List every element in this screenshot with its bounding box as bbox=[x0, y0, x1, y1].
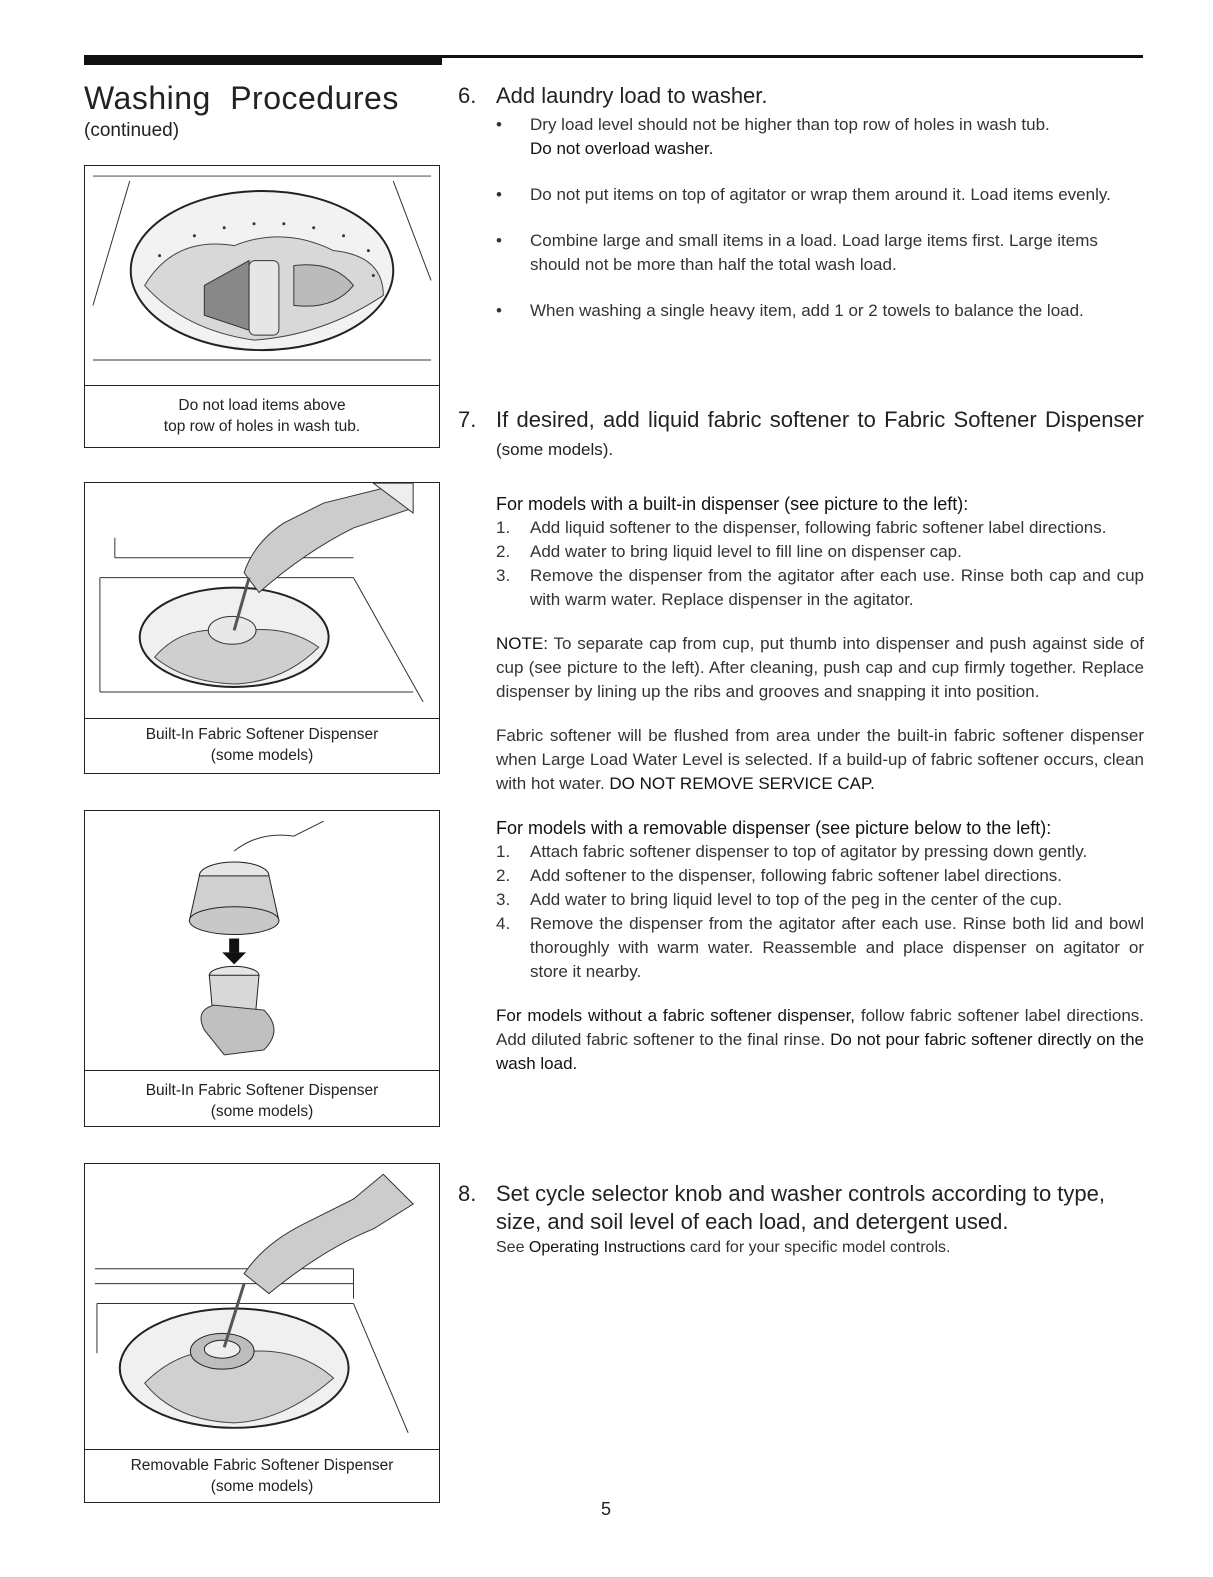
item-text: Add water to bring liquid level to top of the peg in the center of the cup. bbox=[530, 890, 1063, 909]
step-7-heading-note: (some models). bbox=[496, 440, 614, 459]
item-number: 1. bbox=[496, 842, 511, 861]
step-number: 8. bbox=[458, 1181, 477, 1206]
without-dispenser-warning: Do not pour fabric softener directly on the wash load. bbox=[496, 1030, 1144, 1073]
item-number: 3. bbox=[496, 566, 511, 585]
note-label: NOTE: bbox=[496, 634, 548, 653]
figure-loaded-tub bbox=[84, 165, 440, 448]
figure-caption-line-1: Removable Fabric Softener Dispenser bbox=[130, 1457, 394, 1474]
bullet-emphasis: Do not overload washer. bbox=[530, 139, 714, 158]
item-number: 2. bbox=[496, 866, 511, 885]
figure-caption-line-2: (some models) bbox=[210, 1103, 314, 1120]
item-text: Remove the dispenser from the agitator after each use. Rinse both lid and bowl thoroughly with warm water. Reassemble and place dispenser on agitator or store it nearby. bbox=[530, 914, 1144, 981]
removable-steps-list bbox=[458, 840, 1144, 984]
bullet-text: Dry load level should not be higher than top row of holes in wash tub. bbox=[530, 115, 1050, 134]
step-8-heading bbox=[458, 1180, 1144, 1236]
step-7-heading bbox=[458, 406, 1144, 464]
washer-tub-illustration bbox=[85, 166, 439, 385]
pouring-softener-illustration bbox=[85, 483, 439, 718]
step-6-heading-text: Add laundry load to washer. bbox=[496, 83, 768, 108]
item-text: Add liquid softener to the dispenser, following fabric softener label directions. bbox=[530, 518, 1107, 537]
list-item bbox=[458, 888, 1144, 912]
bullet-icon: • bbox=[496, 231, 502, 250]
figure-caption-line-1: Do not load items above bbox=[178, 397, 346, 414]
list-item bbox=[458, 864, 1144, 888]
list-item bbox=[458, 564, 1144, 612]
without-dispenser-text: follow fabric softener label directions. Add diluted fabric softener to the final rinse. bbox=[496, 1006, 1144, 1049]
figure-caption-line-2: (some models) bbox=[210, 1478, 314, 1495]
step-8-heading-text: Set cycle selector knob and washer controls according to type, size, and soil level of each load, and detergent used. bbox=[496, 1181, 1105, 1234]
figure-caption-line-2: top row of holes in wash tub. bbox=[163, 418, 361, 435]
dispenser-cap-and-cup-illustration bbox=[85, 811, 439, 1070]
step-8-rest: card for your specific model controls. bbox=[689, 1239, 951, 1256]
note-paragraph bbox=[458, 632, 1144, 704]
item-text: Add water to bring liquid level to fill line on dispenser cap. bbox=[530, 542, 962, 561]
header-rule-thin bbox=[442, 55, 1143, 58]
bullet-icon: • bbox=[496, 185, 502, 204]
list-item bbox=[458, 113, 1144, 161]
page-title: Washing Procedures bbox=[84, 80, 399, 116]
note-text: To separate cap from cup, put thumb into dispenser and push against side of cup (see picture to the left). After cleaning, push cap and cup firmly together. Replace dispenser by lining up the ribs and grooves and snapping it into position. bbox=[496, 634, 1144, 701]
figure-loaded-tub-illustration bbox=[85, 166, 439, 386]
removable-subheading: For models with a removable dispenser (see picture below to the left): bbox=[496, 818, 1052, 838]
step-7-section bbox=[458, 406, 1144, 1076]
builtin-subheading: For models with a built-in dispenser (see picture to the left): bbox=[496, 494, 969, 514]
bullet-icon: • bbox=[496, 301, 502, 320]
without-dispenser-lead: For models without a fabric softener dispenser, bbox=[496, 1006, 856, 1025]
step-6-heading bbox=[458, 82, 1144, 110]
flush-paragraph bbox=[458, 724, 1144, 796]
bullet-text: Do not put items on top of agitator or wrap them around it. Load items evenly. bbox=[530, 185, 1111, 204]
removable-dispenser-illustration bbox=[85, 1164, 439, 1449]
figure-builtin-dispenser-parts-illustration bbox=[85, 811, 439, 1071]
without-dispenser-paragraph bbox=[458, 1004, 1144, 1076]
item-number: 3. bbox=[496, 890, 511, 909]
figure-caption-line-1: Built-In Fabric Softener Dispenser bbox=[145, 1082, 379, 1099]
list-item bbox=[458, 912, 1144, 984]
step-8-reference: Operating Instructions bbox=[528, 1239, 686, 1256]
figure-caption-line-1: Built-In Fabric Softener Dispenser bbox=[145, 726, 379, 743]
step-8-note bbox=[458, 1236, 1144, 1260]
item-text: Remove the dispenser from the agitator after each use. Rinse both cap and cup with warm water. Replace dispenser in the agitator. bbox=[530, 566, 1144, 609]
flush-text: Fabric softener will be flushed from area under the built-in fabric softener dispenser when Large Load Water Level is selected. If a build-up of fabric softener occurs, clean with hot water. bbox=[496, 726, 1144, 793]
list-item bbox=[458, 299, 1144, 323]
figure-builtin-dispenser-pour bbox=[84, 482, 440, 774]
figure-caption-line-2: (some models) bbox=[210, 747, 314, 764]
bullet-text: When washing a single heavy item, add 1 or 2 towels to balance the load. bbox=[530, 301, 1084, 320]
figure-removable-dispenser bbox=[84, 1163, 440, 1503]
list-item bbox=[458, 516, 1144, 540]
item-number: 4. bbox=[496, 914, 511, 933]
figure-removable-dispenser-illustration bbox=[85, 1164, 439, 1450]
item-text: Add softener to the dispenser, following fabric softener label directions. bbox=[530, 866, 1063, 885]
bullet-text: Combine large and small items in a load. Load large items first. Large items should not be more than half the total wash load. bbox=[530, 231, 1098, 274]
list-item bbox=[458, 183, 1144, 207]
step-6-bullet-list bbox=[458, 113, 1144, 323]
bullet-icon: • bbox=[496, 115, 502, 134]
figure-builtin-dispenser-pour-illustration bbox=[85, 483, 439, 719]
list-item bbox=[458, 229, 1144, 277]
item-number: 1. bbox=[496, 518, 511, 537]
step-number: 7. bbox=[458, 407, 477, 432]
header-rule-thick bbox=[84, 55, 442, 65]
list-item bbox=[458, 540, 1144, 564]
page-number: 5 bbox=[601, 1499, 612, 1519]
flush-warning: DO NOT REMOVE SERVICE CAP. bbox=[609, 774, 875, 793]
list-item bbox=[458, 840, 1144, 864]
item-text: Attach fabric softener dispenser to top of agitator by pressing down gently. bbox=[530, 842, 1088, 861]
step-number: 6. bbox=[458, 83, 477, 108]
step-8-section bbox=[458, 1180, 1144, 1260]
builtin-steps-list bbox=[458, 516, 1144, 612]
step-8-see: See bbox=[496, 1239, 525, 1256]
step-7-heading-text: If desired, add liquid fabric softener to Fabric Softener Dispenser bbox=[496, 407, 1144, 432]
item-number: 2. bbox=[496, 542, 511, 561]
page-subtitle: (continued) bbox=[84, 120, 180, 141]
step-6-section bbox=[458, 82, 1144, 323]
figure-builtin-dispenser-parts bbox=[84, 810, 440, 1127]
